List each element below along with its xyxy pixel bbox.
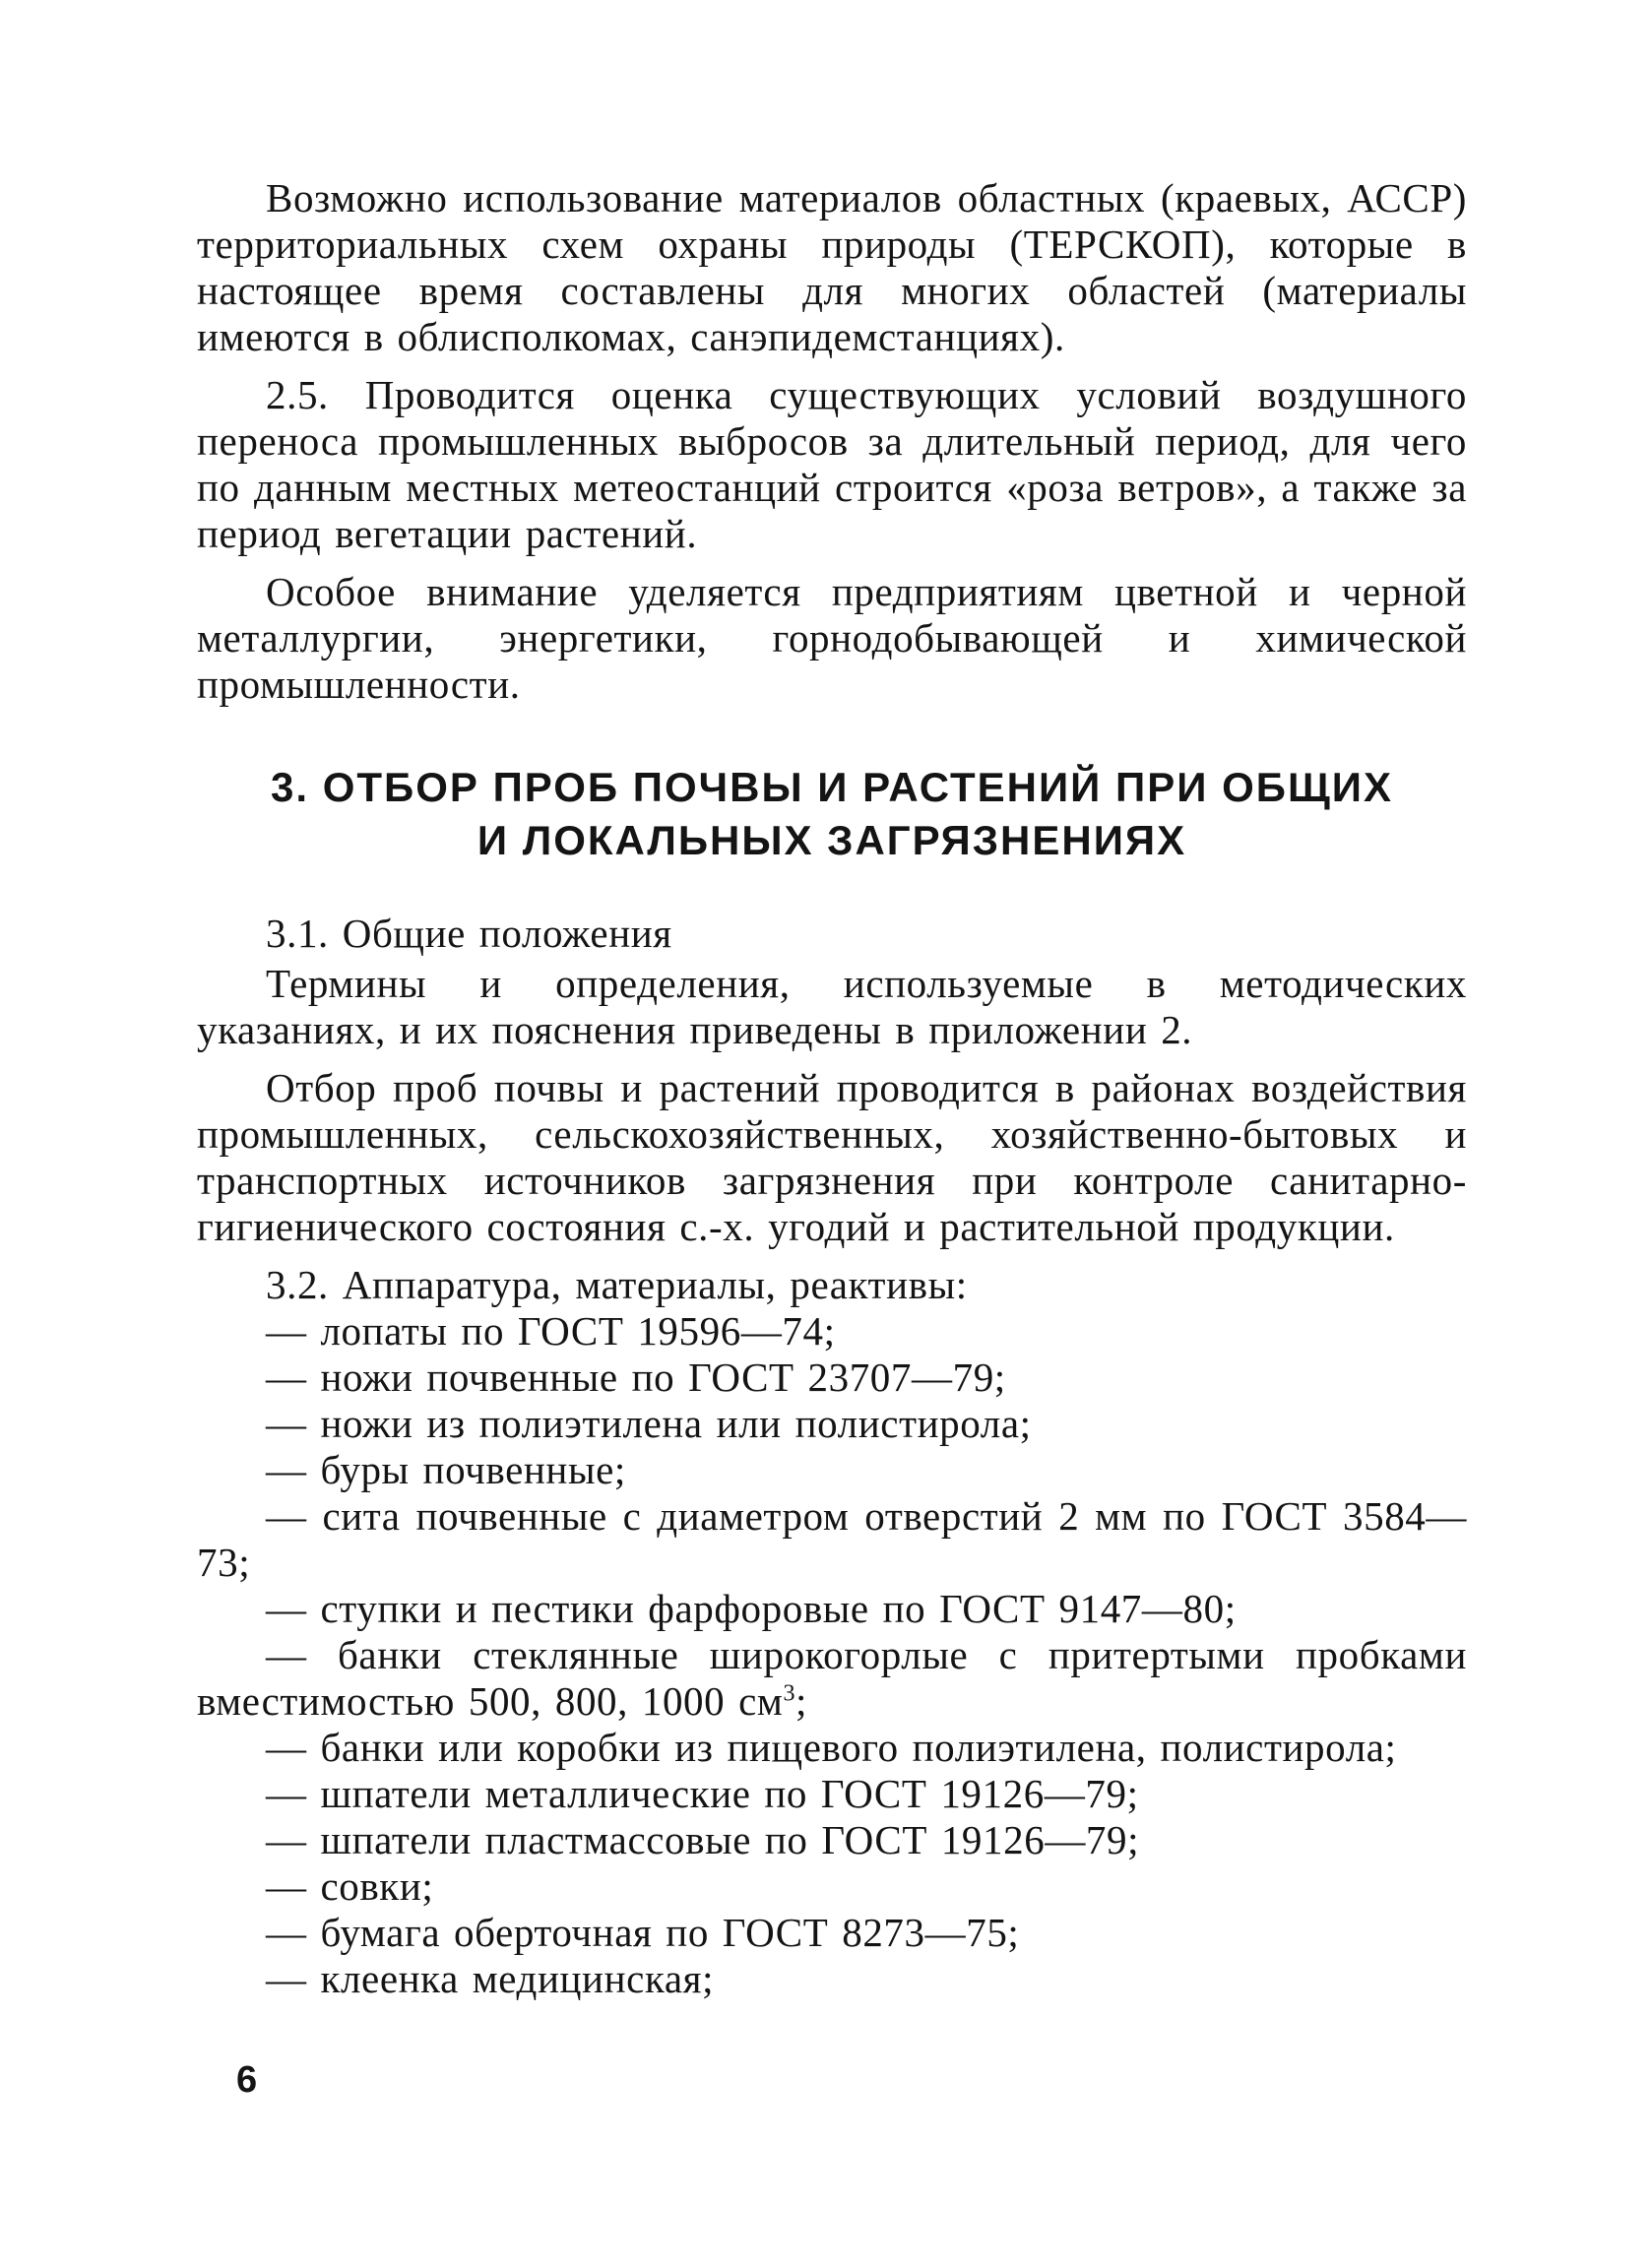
list-item: — клеенка медицинская; [266,1956,715,2001]
list-item-jars-tail: ; [795,1678,808,1724]
subsection-3-2-title: 3.2. Аппаратура, материалы, реактивы: [266,1262,968,1307]
list-item: — банки или коробки из пищевого полиэтилена, полистирола; [266,1725,1397,1770]
section-heading-line-1: 3. ОТБОР ПРОБ ПОЧВЫ И РАСТЕНИЙ ПРИ ОБЩИХ [271,764,1393,810]
section-heading-line-2: И ЛОКАЛЬНЫХ ЗАГРЯЗНЕНИЯХ [477,817,1187,863]
list-item: — шпатели пластмассовые по ГОСТ 19126—79; [266,1817,1140,1862]
list-item: — лопаты по ГОСТ 19596—74; [266,1308,836,1354]
section-heading [197,761,1467,867]
list-item: — совки; [266,1863,434,1909]
list-item-jars [197,1632,1467,1725]
list-item: — шпатели металлические по ГОСТ 19126—79; [266,1771,1139,1816]
page-number: 6 [236,2059,258,2101]
paragraph-2-5: 2.5. Проводится оценка существующих условий воздушного переноса промышленных выбросов за длительный период, для чего по данным местных метеостанций строится «роза ветров», а также за период вегетации растений. [197,372,1467,556]
paragraph-special-attention: Особое внимание уделяется предприятиям цветной и черной металлургии, энергетики, горнодобывающей и химической промышленности. [197,569,1467,707]
list-item: — ножи из полиэтилена или полистирола; [266,1401,1032,1446]
list-item: — буры почвенные; [266,1447,626,1492]
list-item: — сита почвенные с диаметром отверстий 2 мм по ГОСТ 3584—73; [197,1493,1467,1585]
subsection-3-1-title: 3.1. Общие положения [266,911,672,956]
paragraph-sampling: Отбор проб почвы и растений проводится в районах воздействия промышленных, сельскохозяйственных, хозяйственно-бытовых и транспортных источников загрязнения при контроле санитарно-гигиенического состояния с.-х. угодий и растительной продукции. [197,1065,1467,1249]
list-item: — бумага оберточная по ГОСТ 8273—75; [266,1910,1020,1955]
list-item: — ступки и пестики фарфоровые по ГОСТ 9147—80; [266,1586,1237,1631]
paragraph-terskop: Возможно использование материалов областных (краевых, АССР) территориальных схем охраны природы (ТЕРСКОП), которые в настоящее время составлены для многих областей (материалы имеются в облисполкомах, санэпидемстанциях). [197,175,1467,359]
intro-block [197,175,1467,720]
list-item-jars-text: — банки стеклянные широкогорлые с притертыми пробками вместимостью 500, 800, 1000 см [197,1632,1467,1724]
paragraph-terms: Термины и определения, используемые в методических указаниях, и их пояснения приведены в приложении 2. [197,961,1467,1052]
superscript-3: 3 [783,1680,796,1707]
section-body [197,911,1467,2002]
list-item: — ножи почвенные по ГОСТ 23707—79; [266,1354,1006,1400]
